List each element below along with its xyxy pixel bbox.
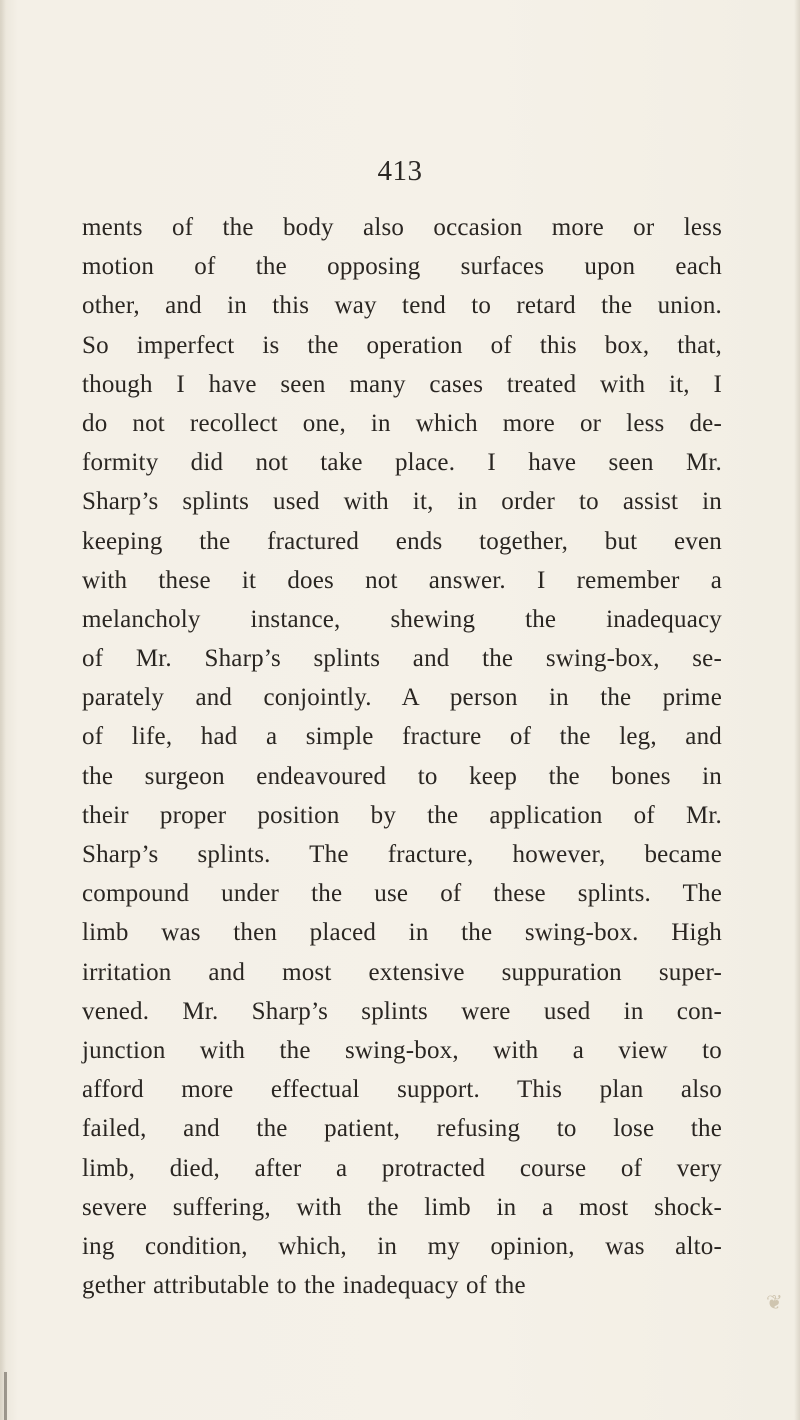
text-line: ing condition, which, in my opinion, was alto-: [82, 1232, 722, 1260]
text-line: do not recollect one, in which more or less de-: [82, 409, 722, 437]
text-line: parately and conjointly. A person in the prime: [82, 684, 722, 712]
text-line: though I have seen many cases treated with it, I: [82, 370, 722, 398]
text-line: gether attributable to the inadequacy of the: [82, 1272, 526, 1300]
text-line: motion of the opposing surfaces upon each: [82, 253, 722, 281]
text-line: irritation and most extensive suppuration super-: [82, 958, 722, 986]
text-line: melancholy instance, shewing the inadequacy: [82, 605, 722, 633]
text-line: with these it does not answer. I remember a: [82, 566, 722, 594]
text-line: of life, had a simple fracture of the leg, and: [82, 723, 722, 751]
text-line: other, and in this way tend to retard the union.: [82, 292, 722, 320]
text-line: keeping the fractured ends together, but even: [82, 527, 722, 555]
page-number: 413: [377, 155, 423, 187]
text-line: afford more effectual support. This plan also: [82, 1076, 722, 1104]
text-line: limb, died, after a protracted course of very: [82, 1154, 722, 1182]
text-line: limb was then placed in the swing-box. High: [82, 919, 722, 947]
text-line: the surgeon endeavoured to keep the bones in: [82, 762, 722, 790]
text-line: Sharp’s splints. The fracture, however, became: [82, 841, 722, 868]
text-line: junction with the swing-box, with a view to: [82, 1036, 722, 1064]
text-line: So imperfect is the operation of this box, that,: [82, 331, 722, 359]
text-line: vened. Mr. Sharp’s splints were used in con-: [82, 997, 722, 1025]
text-line: their proper position by the application of Mr.: [82, 801, 722, 829]
body-text: [82, 208, 722, 1305]
text-line: formity did not take place. I have seen Mr.: [82, 449, 722, 477]
text-line: failed, and the patient, refusing to lose the: [82, 1115, 722, 1143]
binding-edge-shadow: [0, 0, 6, 1420]
right-edge-shadow: [794, 0, 800, 1420]
page-edge-mark: [4, 1372, 7, 1420]
text-line: Sharp’s splints used with it, in order to assist in: [82, 488, 722, 516]
text-line: compound under the use of these splints. The: [82, 880, 722, 908]
text-line: ments of the body also occasion more or less: [82, 214, 722, 241]
text-line: severe suffering, with the limb in a most shock-: [82, 1193, 722, 1221]
ink-blot-mark: ❦: [766, 1292, 783, 1314]
text-line: of Mr. Sharp’s splints and the swing-box, se-: [82, 645, 722, 673]
